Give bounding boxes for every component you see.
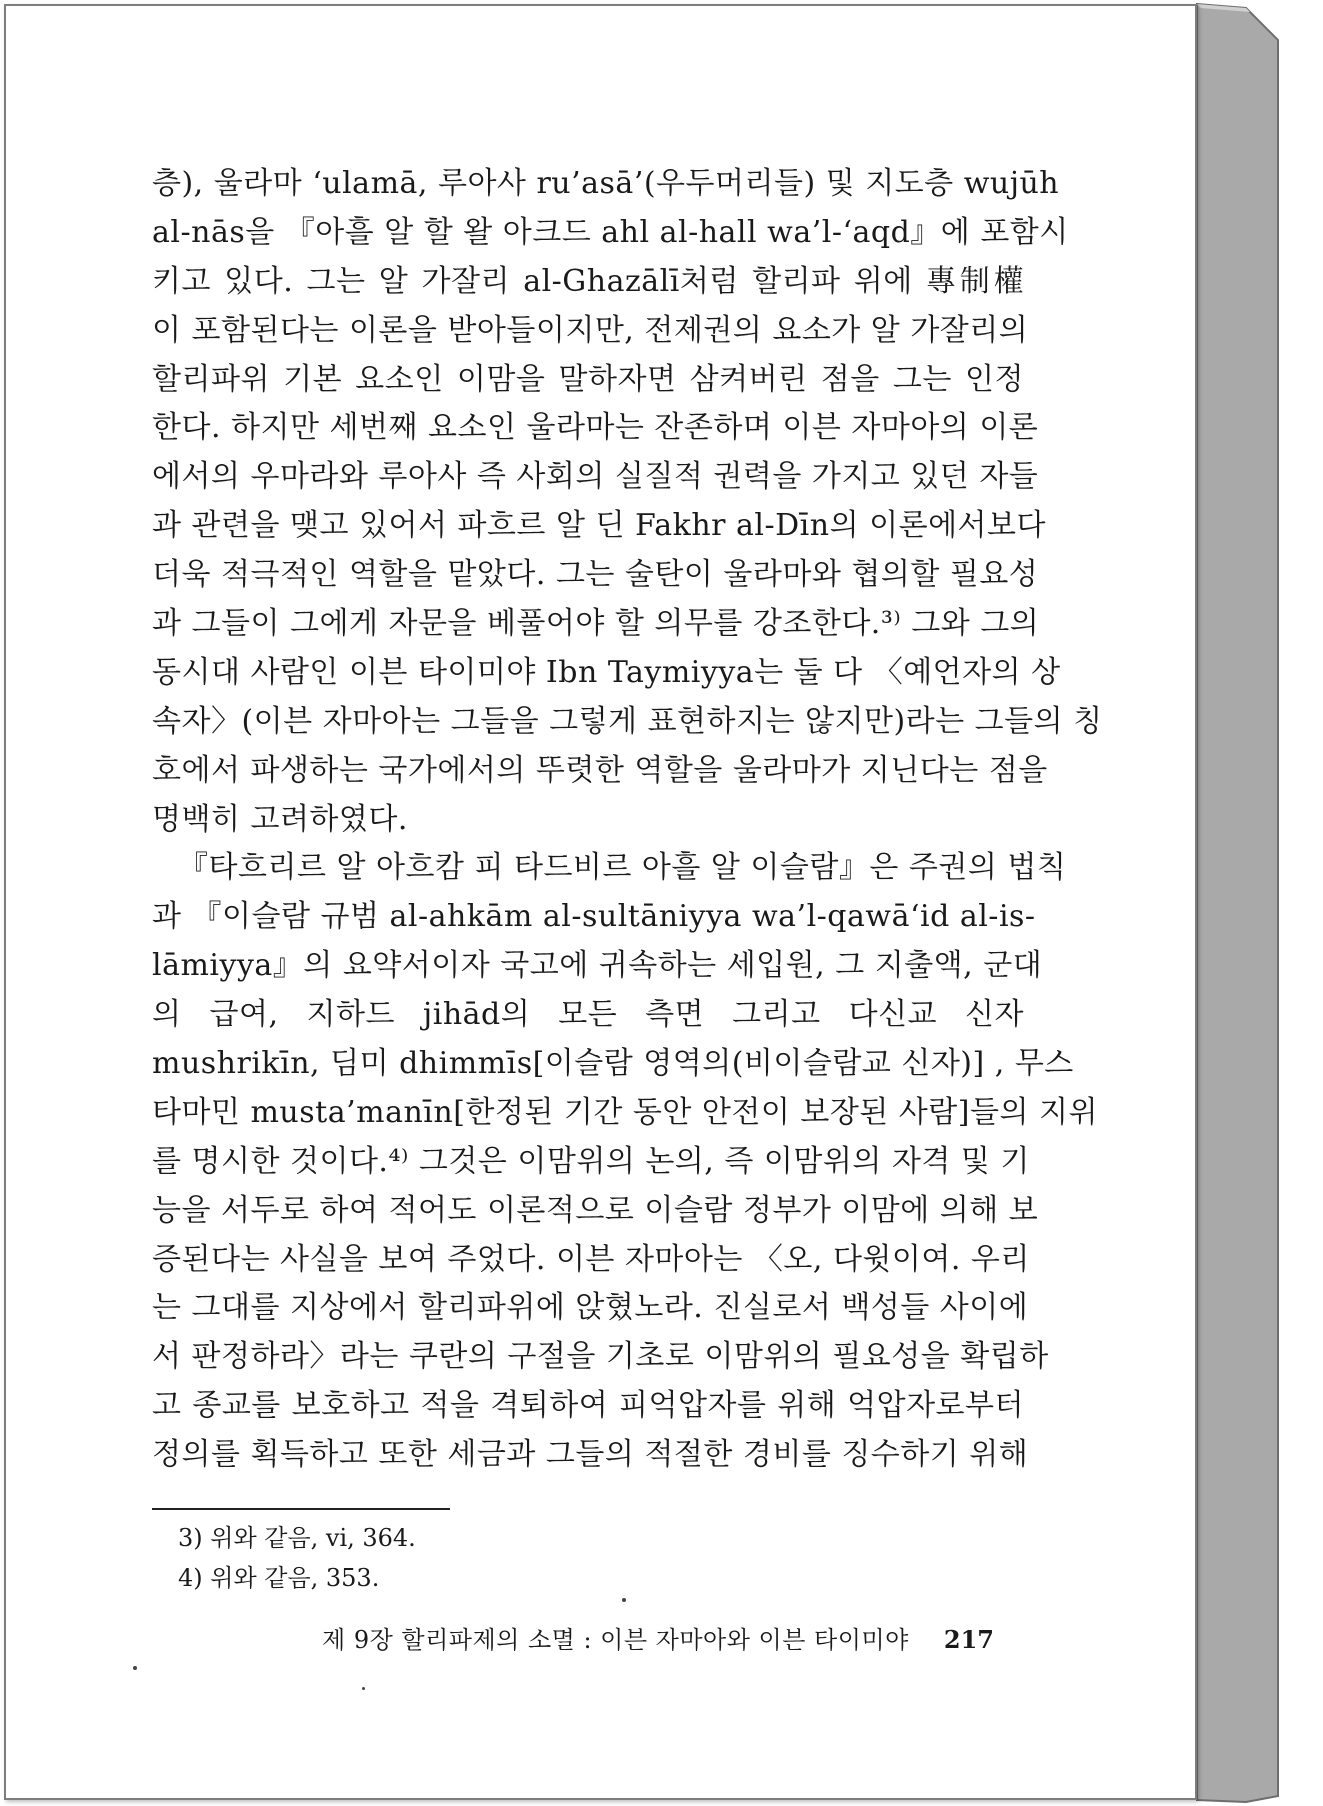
footnotes <box>178 1518 778 1598</box>
footnote-3: 3) 위와 같음, vi, 364. <box>178 1524 416 1552</box>
body-line: al-nās을 『아흘 알 할 왈 아크드 ahl al-hall wa’l-‘aqd』에 포함시 <box>152 214 1069 250</box>
body-line: 를 명시한 것이다.⁴⁾ 그것은 이맘위의 논의, 즉 이맘위의 자격 및 기 <box>152 1143 1030 1179</box>
body-line: 한다. 하지만 세번째 요소인 울라마는 잔존하며 이븐 자마아의 이론 <box>152 410 1039 446</box>
body-line: 는 그대를 지상에서 할리파위에 앉혔노라. 진실로서 백성들 사이에 <box>152 1290 1029 1326</box>
scan-speck <box>362 1687 365 1690</box>
body-line: 명백히 고려하였다. <box>152 801 408 837</box>
body-line: 타마민 musta’manīn[한정된 기간 동안 안전이 보장된 사람]들의 지위 <box>152 1094 1098 1130</box>
body-line: 할리파위 기본 요소인 이맘을 말하자면 삼켜버린 점을 그는 인정 <box>152 361 1024 397</box>
body-line: 고 종교를 보호하고 적을 격퇴하여 피억압자를 위해 억압자로부터 <box>152 1388 1024 1424</box>
body-line: 서 판정하라〉라는 쿠란의 구절을 기초로 이맘위의 필요성을 확립하 <box>152 1339 1049 1375</box>
body-line: 호에서 파생하는 국가에서의 뚜렷한 역할을 울라마가 지닌다는 점을 <box>152 752 1048 788</box>
body-line: 속자〉(이븐 자마아는 그들을 그렇게 표현하지는 않지만)라는 그들의 칭 <box>152 703 1103 739</box>
body-line: mushrikīn, 딤미 dhimmīs[이슬람 영역의(비이슬람교 신자)] , 무스 <box>152 1046 1074 1082</box>
scan-speck <box>622 1598 626 1602</box>
footnote-4: 4) 위와 같음, 353. <box>178 1564 380 1592</box>
body-line: 과 관련을 맺고 있어서 파흐르 알 딘 Fakhr al-Dīn의 이론에서보다 <box>152 508 1046 544</box>
page-number: 217 <box>943 1625 994 1654</box>
body-line: 과 그들이 그에게 자문을 베풀어야 할 의무를 강조한다.³⁾ 그와 그의 <box>152 606 1040 642</box>
body-line: 과 『이슬람 규범 al-ahkām al-sultāniyya wa’l-qawā‘id al-is- <box>152 899 1036 935</box>
body-line: 정의를 획득하고 또한 세금과 그들의 적절한 경비를 징수하기 위해 <box>152 1437 1029 1473</box>
body-line: 더욱 적극적인 역할을 맡았다. 그는 술탄이 울라마와 협의할 필요성 <box>152 557 1039 593</box>
body-line: 증된다는 사실을 보여 주었다. 이븐 자마아는 〈오, 다윗이여. 우리 <box>152 1241 1030 1277</box>
body-line: 의 급여, 지하드 jihād의 모든 측면 그리고 다신교 신자 <box>152 997 1024 1033</box>
body-line: 능을 서두로 하여 적어도 이론적으로 이슬람 정부가 이맘에 의해 보 <box>152 1192 1039 1228</box>
scan-speck <box>133 1666 137 1670</box>
running-footer <box>322 1620 994 1660</box>
body-line: 키고 있다. 그는 알 가잘리 al-Ghazālī처럼 할리파 위에 專制權 <box>152 263 1024 299</box>
body-line: 층), 울라마 ‘ulamā, 루아사 ru’asā’(우두머리들) 및 지도층 wujūh <box>152 166 1060 201</box>
body-line: 동시대 사람인 이븐 타이미야 Ibn Taymiyya는 둘 다 〈예언자의 상 <box>152 654 1061 690</box>
body-line: 에서의 우마라와 루아사 즉 사회의 실질적 권력을 가지고 있던 자들 <box>152 459 1039 495</box>
chapter-running-title: 제 9장 할리파제의 소멸 : 이븐 자마아와 이븐 타이미야 <box>322 1626 909 1654</box>
body-line: 『타흐리르 알 아흐캄 피 타드비르 아흘 알 이슬람』은 주권의 법칙 <box>178 850 1067 886</box>
body-text <box>152 160 1103 1480</box>
body-line: lāmiyya』의 요약서이자 국고에 귀속하는 세입원, 그 지출액, 군대 <box>152 948 1043 984</box>
body-line: 이 포함된다는 이론을 받아들이지만, 전제권의 요소가 알 가잘리의 <box>152 312 1029 348</box>
footnote-divider <box>152 1508 450 1510</box>
